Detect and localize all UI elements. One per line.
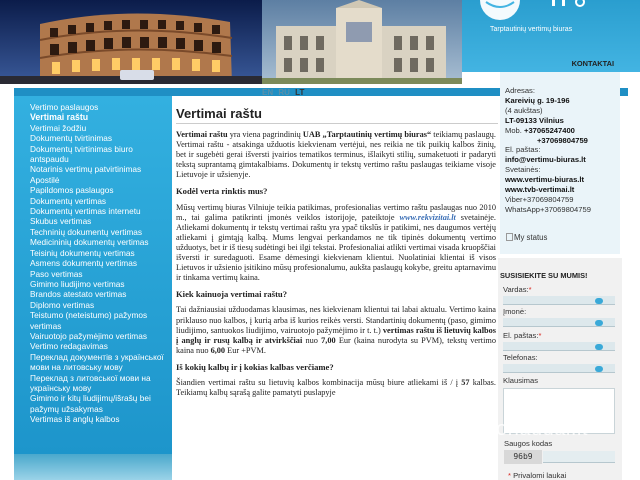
captcha-image: 96b9 [504, 450, 542, 464]
company-field[interactable] [503, 318, 615, 327]
sidebar-item[interactable]: Vertimai raštu [30, 112, 89, 123]
whatsapp-contact[interactable]: WhatsApp+37069804759 [505, 204, 591, 214]
sidebar-nav [14, 96, 172, 454]
field-marker-icon [595, 344, 603, 350]
why-text-a: Mūsų vertimų biuras Vilniuje teikia patikimas, profesionalias vertimo raštu paslaugas nuo 2010 m., tai galima patikrinti įmonės veiklos istorijoje, pateiktoje [176, 202, 496, 222]
language-count: 57 [461, 377, 470, 387]
name-label [503, 285, 532, 294]
skype-status[interactable] [506, 233, 547, 242]
paragraph-price [176, 305, 496, 355]
lang-text-a: Šiandien vertimai raštu su lietuvių kalbos kombinacija mūsų biure atliekami iš / į [176, 377, 462, 387]
language-switcher [262, 88, 307, 97]
sidebar-item[interactable]: Papildomos paslaugos [30, 185, 114, 196]
header-photo-banner [0, 0, 462, 84]
required-fields-note [508, 471, 566, 480]
city-photo-collage [0, 0, 462, 84]
required-mark: * [538, 331, 542, 340]
paragraph-intro [176, 130, 496, 180]
why-text-b: svetainėje. Atliekami dokumentų ir tekstų vertimai raštu yra ypač tikslūs ir patikimi, nes daugumos vertėjų atliekami į gimtąją kalbą. Mums lengvai perkandamos ne tik tipinės dokumentų vertimo užduotys, bet ir iš tiesų sudėtingi bei ilgi tekstai. Profesionaliai atlikti vertimai visada kruopščiai išversti ir suredaguoti. Esame dėmesingi kiekvienam klientui. Nuolatiniai klientai iš visos Lietuvos ir užsienio įsitikino mūsų profesionalumu, aukšta paslaugų kokybe, greitu aptarnavimu ir tinkama vertimų kaina. [176, 212, 496, 283]
article-body [176, 130, 496, 480]
sidebar-item[interactable]: Gimimo ir kitų liudijimų/išrašų bei pažymų užsakymas [30, 393, 151, 414]
message-label: Klausimas [503, 376, 539, 385]
title-divider [176, 123, 498, 124]
mobile-row-1 [505, 126, 619, 136]
company-name: UAB „Tarptautinių vertimų biuras“ [302, 130, 432, 139]
sidebar-item[interactable]: Переклад документів з української мови на литовську мову [30, 351, 164, 373]
sidebar-item[interactable]: Paso vertimas [30, 268, 83, 279]
email-label: El. paštas: [505, 145, 541, 155]
sidebar-item[interactable]: Dokumentų vertimas [30, 195, 107, 206]
sidebar-item[interactable]: Notarinis vertimų patvirtinimas [30, 164, 142, 175]
website-link-2[interactable]: www.tvb-vertimai.lt [505, 185, 575, 195]
page-title: Vertimai raštu [176, 106, 262, 121]
mobile-row-2 [505, 136, 619, 146]
sidebar-item[interactable]: Teisinių dokumentų vertimas [30, 247, 135, 258]
contacts-details [505, 86, 619, 215]
company-label: Įmonė: [503, 307, 527, 316]
intro-lead: Vertimai raštu [176, 130, 228, 139]
sidebar-item[interactable]: Skubus vertimas [30, 216, 92, 227]
lang-link-lt[interactable]: LT [295, 88, 305, 97]
email-label-text: El. paštas: [503, 331, 539, 340]
sidebar-item[interactable]: Vertimas iš anglų kalbos [30, 414, 120, 425]
sidebar-item[interactable]: Apostilė [30, 174, 60, 185]
heading-languages: Iš kokių kalbų ir į kokias kalbas verčiame? [176, 361, 334, 372]
sidebar-item[interactable]: Techninių dokumentų vertimas [30, 226, 143, 237]
lang-link-en[interactable]: EN [262, 88, 274, 97]
sidebar-item[interactable]: Dokumentų vertimas internetu [30, 206, 141, 217]
price-text-b: nuo [302, 335, 322, 345]
heading-price: Kiek kainuoja vertimai raštu? [176, 289, 288, 300]
lang-text-b: kalbas. Teikiamų kalbų sąrašą galite pamatyti puslapyje [176, 377, 496, 398]
sidebar-item[interactable]: Diplomo vertimas [30, 299, 95, 310]
sidebar-item[interactable]: Vertimo redagavimas [30, 341, 108, 352]
mobile-number-2[interactable]: +37069804759 [537, 135, 588, 145]
field-marker-icon [595, 320, 603, 326]
captcha-input[interactable] [543, 451, 615, 463]
sidebar-item[interactable]: Vertimai žodžiu [30, 122, 87, 133]
name-field[interactable] [503, 296, 615, 305]
sidebar-item[interactable]: Medicininių dokumentų vertimas [30, 237, 149, 248]
email-link[interactable]: info@vertimu-biuras.lt [505, 155, 586, 165]
viber-contact[interactable]: Viber+37069804759 [505, 194, 574, 204]
brand-tagline: Tarptautinių vertimų biuras [490, 26, 573, 33]
rekvizitai-link[interactable]: www.rekvizitai.lt [399, 212, 456, 222]
sidebar-item[interactable]: Vairuotojo pažymėjimo vertimas [30, 330, 147, 341]
intro-text-b: teikiamų paslaugų. Vertimai raštu - atsakinga užduotis kiekvienam vertėjui, nes reikia ne tik puikių kalbos žinių, bet ir sugebėti gerai išversti įvairios tematikos terminus, išlaikyti stilių, sumaketuoti ir padaryti tekstą suprantamą gimtakalbiams. Dokumentų ir tekstų vertimo raštu paslaugas teikiame visoje Lietuvoje ir užsienyje. [176, 130, 496, 180]
status-text: My status [514, 233, 548, 242]
required-fields-text: Privalomi laukai [513, 471, 567, 480]
sidebar-footer [14, 454, 172, 480]
sidebar-item[interactable]: Teistumo (neteistumo) pažymos vertimas [30, 310, 148, 331]
required-mark: * [508, 471, 511, 480]
captcha-label: Saugos kodas [504, 439, 553, 448]
website-link-1[interactable]: www.vertimu-biuras.lt [505, 175, 585, 185]
paragraph-why-us [176, 203, 496, 284]
contacts-heading: KONTAKTAI [571, 59, 614, 68]
websites-label: Svetainės: [505, 165, 541, 175]
paragraph-languages [176, 378, 496, 398]
required-mark: * [528, 285, 532, 294]
price-value-a: 7,00 [321, 335, 336, 345]
lang-link-ru[interactable]: RU [278, 88, 290, 97]
address-floor: (4 aukštas) [505, 105, 543, 115]
contact-form-heading: SUSISIEKITE SU MUMIS! [500, 271, 588, 280]
name-label-text: Vardas: [503, 285, 529, 294]
price-text-d: Eur +PVM. [225, 345, 266, 355]
sidebar-nav-list [14, 96, 172, 425]
sidebar-item[interactable]: Переклад з литовської мови на українську мову [30, 372, 151, 393]
sidebar-item[interactable]: Asmens dokumentų vertimas [30, 258, 137, 269]
address-street: Kareivių g. 19-196 [505, 95, 570, 105]
sidebar-item[interactable]: Brandos atestato vertimas [30, 289, 127, 300]
heading-why-us: Kodėl verta rinktis mus? [176, 186, 268, 197]
field-marker-icon [595, 298, 603, 304]
intro-text-a: yra viena pagrindinių [227, 130, 303, 139]
email-field-label [503, 331, 541, 340]
sidebar-item[interactable]: Dokumentų tvirtinimas biuro antspaudu [30, 143, 133, 165]
price-bold-a: vertimas raštu iš lietuvių kalbos į anglų ir rusų kalbą ir atvirkščiai [176, 325, 496, 345]
watermark-text: tavonaudai.lt [468, 418, 588, 440]
address-city: LT-09133 Vilnius [505, 115, 564, 125]
price-text-c: Eur (kaina nurodyta su PVM), tekstų vertimo kaina nuo [176, 335, 496, 355]
price-text-a: Tai dažniausiai užduodamas klausimas, nes kiekvienam klientui tai labai aktualu. Vertimo kaina priklauso nuo kalbos, į kurią arba iš kurios reikės versti. Standartinių dokumentų (paso, gimimo liudijimo, santuokos liudijimo, vairuotojo pažymėjimo ir t. t.) [176, 305, 496, 335]
price-value-b: 6,00 [210, 345, 226, 355]
field-marker-icon [595, 366, 603, 372]
address-label: Adresas: [505, 86, 535, 95]
broken-image-icon [506, 233, 513, 241]
sidebar-item[interactable]: Gimimo liudijimo vertimas [30, 278, 125, 289]
mobile-label: Mob. [505, 125, 522, 135]
phone-label: Telefonas: [503, 353, 538, 362]
sidebar-item[interactable]: Vertimo paslaugos [30, 102, 99, 112]
email-field[interactable] [503, 342, 615, 351]
phone-field[interactable] [503, 364, 615, 373]
sidebar-item[interactable]: Dokumentų tvirtinimas [30, 133, 113, 144]
mobile-number-1[interactable]: +37065247400 [524, 125, 575, 135]
